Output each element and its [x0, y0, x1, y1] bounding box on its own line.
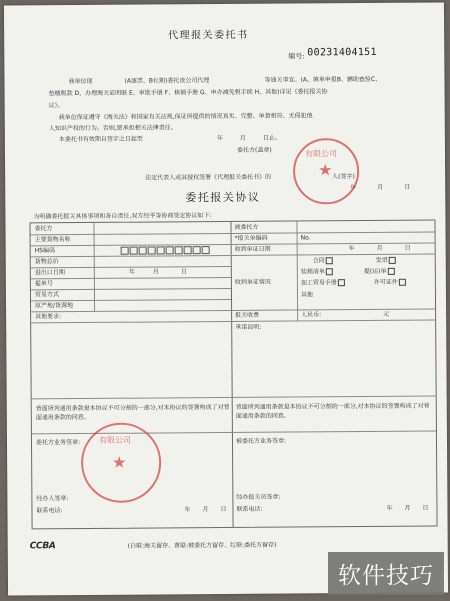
processing-manual-check: 加工贸易手册 [301, 279, 345, 287]
other-docs-label: 其他 [300, 291, 314, 299]
ie-month: 月 [152, 268, 159, 276]
packing-list-check: 装箱清单 [301, 268, 333, 276]
right-terms: 背面所列通用条款是本协议不可分割的一部分,对本协议的签署构成了对背面通用条款的同意。 [235, 402, 430, 420]
rmb-label: 人民币: [301, 311, 322, 319]
declaration-no-prefix: No. [300, 234, 311, 242]
agent-label: 被委托方 [234, 223, 259, 231]
license-check: 许可证件 [374, 279, 406, 287]
principal-business-seal-label: 委托方业务签章: [35, 439, 81, 447]
validity-text: 本委托书有效期自签字之日起至 [58, 135, 143, 144]
invoice-check: 发票 [376, 257, 396, 265]
agent-phone-label: 联系电话: [236, 505, 263, 513]
validity-day: 日止。 [262, 134, 281, 142]
company-seal-bottom: 有限公司 ★ [81, 422, 162, 503]
origin-label: 原产地/货源地 [35, 302, 74, 310]
bill-transport-check: 提(运)单 [364, 268, 395, 276]
agent-business-seal-label: 被委托方业务签章: [235, 437, 287, 445]
yuan-label: 元 [383, 310, 390, 318]
right-sign-day: 日 [422, 504, 429, 512]
principal-label: 委托方 [34, 225, 53, 233]
letter-line: 人知识产权的行为。否则,愿承担相关法律责任。 [48, 124, 177, 133]
left-sign-year: 年 [184, 506, 191, 514]
legal-rep-text: 法定代表人或其授权签署《代理报关委托书》的 [145, 173, 272, 182]
left-sign-day: 日 [220, 506, 227, 514]
letter-line: (A逐票、B长期)委托贵公司代理 [124, 77, 210, 85]
right-sign-month: 月 [404, 504, 411, 512]
agreement-title: 委托报关协议 [185, 190, 261, 205]
bill-no-label: 提单号 [34, 280, 53, 288]
legal-sign-label: 人(签字) [332, 173, 355, 181]
star-icon: ★ [318, 160, 333, 180]
declaration-no-label: *报关单编码 [234, 234, 268, 242]
letter-line: 我单位现 [68, 77, 93, 86]
right-sign-year: 年 [386, 504, 393, 512]
left-sign-month: 月 [202, 506, 209, 514]
import-export-date-label: 进出口日期 [34, 269, 65, 277]
document-number: 00231404151 [307, 46, 377, 59]
goods-name-label: 主要货物名称 [34, 236, 71, 244]
fee-label: 报关收费 [235, 311, 260, 319]
principal-handler-label: 经办人签章: [36, 495, 69, 503]
date-day: 日 [404, 183, 411, 191]
letter-line: 等通关事宜。(A、填单申报B、辅助查验C、 [264, 75, 382, 84]
date-month: 月 [377, 183, 384, 191]
agreement-intro: 为明确委托报关具体事项和各自责任,双方经平等协商签定协议如下: [33, 212, 212, 221]
receipt-day: 日 [404, 244, 411, 252]
receipt-date-label: 收到单证日期 [234, 245, 271, 253]
hs-code-label: HS编码 [34, 247, 56, 255]
document-page [4, 2, 448, 595]
receipt-month: 月 [376, 244, 383, 252]
principal-seal-label: 委托方(盖章) [236, 146, 272, 154]
principal-phone-label: 联系电话: [36, 507, 63, 515]
letter-line: 议》。 [48, 102, 64, 110]
hs-code-boxes [121, 246, 211, 258]
trade-mode-label: 贸易方式 [34, 291, 60, 299]
watermark: 软件技巧 [328, 552, 444, 595]
letter-line: 我单位保证遵守《海关法》和国家有关法规,保证所提供的情况真实、完整、单货相符、无侵犯他 [58, 112, 313, 122]
company-seal-top: 有限公司 ★ [293, 138, 359, 204]
docs-received-label: 收到单证情况 [234, 278, 271, 286]
date-year: 年 [350, 184, 357, 192]
validity-year: 年 [216, 135, 223, 143]
other-requirements-label: 其他要求: [35, 313, 62, 321]
ie-year: 年 [128, 268, 135, 276]
validity-month: 月 [239, 134, 246, 142]
receipt-year: 年 [348, 245, 355, 253]
ccba-logo: CCBA [29, 541, 56, 552]
letter-line: 垫缴税款 D、办理海关证明联 E、审批手册 F、核销手册 G、申办减免税手续 H、其他)详见《委托报关协 [48, 88, 328, 98]
left-terms: 背面所列通用条款是本协议不可分割的一部分,对本协议的签署构成了对背面通用条款的同意。 [35, 403, 230, 422]
page-title: 代理报关委托书 [168, 29, 249, 42]
agent-handler-label: 经办报关员签章: [236, 493, 281, 501]
number-label: 编号: [288, 52, 305, 61]
goods-total-label: 货物总价 [34, 258, 59, 266]
star-icon: ★ [112, 452, 127, 472]
ie-day: 日 [180, 268, 187, 276]
contract-check: 合同 [313, 257, 333, 265]
commitment-label: 承诺说明: [235, 323, 262, 331]
copies-note: (白联:海关留存、黄联:被委托方留存、红联:委托方留存) [127, 541, 277, 550]
